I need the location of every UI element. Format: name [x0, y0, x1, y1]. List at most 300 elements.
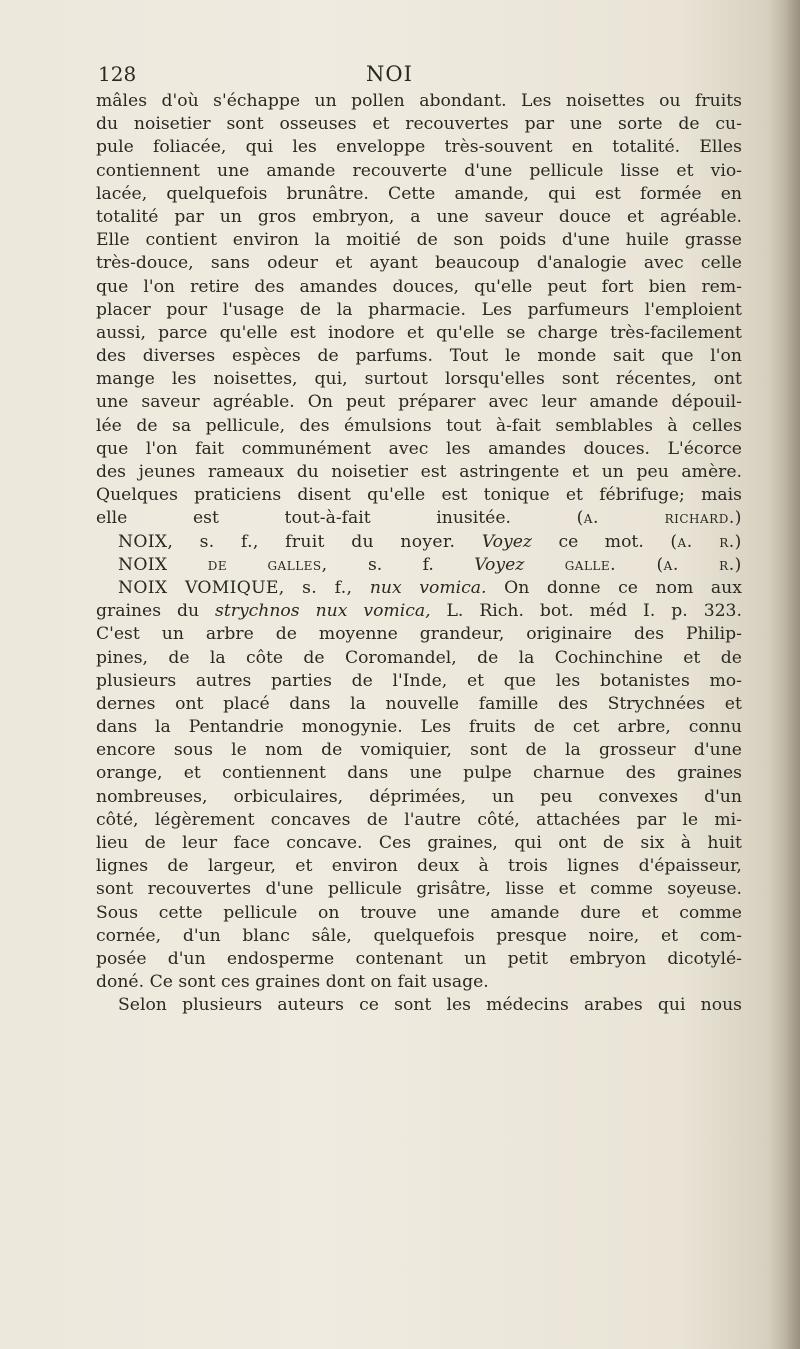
text-word: contient — [145, 230, 218, 251]
text-word: dans — [347, 763, 389, 784]
text-word: osseuses — [279, 114, 357, 135]
text-word: que — [503, 670, 537, 691]
text-word: elle — [96, 508, 128, 529]
text-word: embryon, — [312, 206, 395, 227]
text-word: la — [564, 740, 581, 761]
text-word: plusieurs — [182, 995, 263, 1016]
text-word: odeur — [267, 253, 318, 274]
text-word: NOIX, — [118, 531, 174, 552]
text-word: arbre — [205, 624, 254, 645]
text-word: émulsions — [344, 415, 432, 436]
text-word: dont — [325, 972, 366, 993]
text-word: nouvelle — [385, 693, 460, 714]
text-word: et — [571, 462, 590, 482]
text-word: recouverte — [352, 160, 448, 181]
text-word: s. — [367, 554, 383, 575]
text-word: la — [336, 299, 353, 320]
text-word: botanistes — [599, 670, 690, 691]
text-word: diverses — [142, 346, 216, 367]
text-word: Cette — [388, 183, 436, 204]
text-line — [96, 229, 742, 252]
text-word: graines — [255, 972, 321, 993]
text-word: de — [525, 740, 547, 761]
text-line — [96, 647, 742, 670]
text-word: soyeuse. — [667, 879, 742, 900]
text-word: ce — [618, 577, 638, 598]
text-word: est — [192, 508, 219, 529]
text-word: grisâtre, — [416, 879, 491, 900]
text-word: dans — [289, 693, 331, 714]
text-word: parties — [271, 670, 332, 691]
text-word: que — [661, 346, 694, 367]
text-line — [96, 507, 742, 530]
text-word: contiennent — [96, 160, 200, 181]
text-word: lorsqu'elles — [444, 369, 545, 390]
text-word: fruits — [468, 717, 516, 738]
text-word: noire, — [588, 925, 640, 946]
text-word: de — [533, 717, 555, 738]
text-word: amandes — [299, 276, 378, 297]
text-word: est — [289, 322, 316, 343]
text-word: sont — [394, 995, 432, 1016]
body-text — [96, 90, 742, 1018]
text-word: l'on — [143, 276, 175, 297]
text-word: de — [144, 833, 166, 853]
text-word: grandeur, — [419, 624, 505, 645]
text-word: (a. — [656, 554, 679, 575]
text-word: on — [370, 972, 392, 993]
text-word: à-fait — [495, 415, 541, 436]
text-word: et — [724, 693, 742, 714]
text-word: deux — [417, 856, 460, 877]
text-line — [96, 160, 742, 183]
text-word: et — [676, 160, 694, 181]
text-word: l'usage — [222, 299, 285, 320]
text-word: placer — [96, 299, 151, 320]
text-word: p. — [671, 601, 688, 622]
text-word: et — [295, 856, 313, 877]
text-word: (a. — [576, 508, 599, 529]
text-word: et — [335, 253, 353, 274]
text-word: de — [351, 670, 373, 691]
text-word: de — [321, 740, 343, 761]
text-word: Cochinchine — [554, 647, 663, 668]
text-word: sont — [561, 369, 599, 390]
text-word: disent — [297, 485, 351, 506]
text-word: Elle — [96, 230, 130, 251]
text-word: mo- — [709, 670, 742, 691]
text-word: et — [372, 114, 390, 135]
text-word: douces. — [583, 438, 651, 459]
text-word: amande — [266, 160, 336, 181]
text-word: d'un — [704, 786, 742, 807]
text-word: fébrifuge; — [599, 485, 685, 506]
text-word: ce — [359, 995, 379, 1016]
text-word: totalité — [96, 206, 159, 227]
text-word: donne — [546, 577, 601, 598]
text-word: lignes — [96, 856, 149, 877]
text-word: est — [594, 183, 621, 204]
text-word: avec — [388, 438, 429, 459]
text-word: s. — [302, 577, 318, 598]
text-word: face — [233, 833, 270, 853]
text-word: nom — [265, 740, 303, 761]
text-word: richard.) — [664, 508, 742, 529]
text-word: NOIX — [118, 577, 168, 598]
text-word: tout — [446, 415, 482, 436]
text-word: Voyez — [474, 554, 525, 575]
text-word: mâles — [96, 91, 148, 111]
text-word: nux — [369, 577, 402, 598]
text-line — [96, 786, 742, 809]
text-line — [96, 531, 742, 554]
text-word: totalité. — [612, 137, 681, 158]
text-word: qui — [514, 833, 542, 853]
text-line — [96, 206, 742, 229]
text-word: concave. — [286, 833, 363, 853]
text-word: posée — [96, 948, 147, 969]
text-line — [96, 554, 742, 577]
text-word: sont — [178, 972, 216, 993]
text-word: des — [96, 462, 126, 482]
text-word: le — [231, 740, 247, 761]
text-word: ont — [713, 369, 742, 390]
text-word: contenant — [355, 948, 443, 969]
text-word: cette — [158, 902, 203, 923]
text-word: les — [171, 369, 197, 390]
text-word: et — [466, 670, 485, 691]
text-word: une — [409, 763, 442, 784]
text-word: s'échappe — [213, 91, 301, 111]
text-line — [96, 345, 742, 368]
text-word: sait — [613, 346, 645, 367]
text-word: charge — [537, 322, 598, 343]
text-word: concaves — [270, 809, 351, 830]
text-word: sont — [96, 879, 134, 900]
text-word: qui — [657, 995, 686, 1016]
text-word: recouvertes — [405, 114, 509, 135]
text-word: cet — [572, 717, 600, 738]
text-word: et — [641, 902, 659, 923]
text-word: pellicule — [327, 879, 402, 900]
text-word: trois — [508, 856, 548, 877]
text-word: peut — [346, 392, 386, 413]
text-line — [96, 276, 742, 299]
text-word: des — [254, 276, 285, 297]
book-spine-shadow — [770, 0, 800, 1349]
text-word: par — [636, 809, 667, 830]
text-word: f. — [422, 554, 434, 575]
text-word: à — [667, 415, 678, 436]
text-word: charnue — [533, 763, 605, 784]
text-word: Selon — [118, 995, 167, 1016]
text-word: les — [555, 670, 581, 691]
text-word: préparer — [398, 392, 476, 413]
text-word: lée — [96, 415, 122, 436]
text-word: cu- — [715, 114, 742, 135]
text-word: de — [317, 346, 339, 367]
text-word: moitié — [346, 230, 401, 251]
text-word: et — [565, 485, 583, 506]
text-word: en — [720, 183, 742, 204]
text-word: à — [478, 856, 489, 877]
text-word: la — [518, 647, 535, 668]
text-word: légèrement — [154, 809, 255, 830]
text-word: sorte — [618, 114, 663, 135]
text-word: de — [416, 230, 438, 251]
text-line — [96, 113, 742, 136]
text-word: ayant — [369, 253, 418, 274]
text-word: (a. — [670, 531, 693, 552]
text-word: la — [155, 717, 171, 738]
text-word: de — [299, 299, 322, 320]
text-word: la — [209, 647, 226, 668]
text-word: la — [350, 693, 366, 714]
text-word: fort — [601, 276, 634, 297]
text-word: ont — [175, 693, 204, 714]
text-word: fait — [195, 438, 225, 459]
text-word: une — [436, 206, 469, 227]
text-word: saveur — [484, 206, 543, 227]
text-word: peut — [547, 276, 587, 297]
text-line — [96, 739, 742, 762]
text-word: huile — [625, 230, 669, 251]
text-word: et — [183, 763, 201, 784]
text-word: orbiculaires, — [233, 786, 344, 807]
text-word: inusitée. — [436, 508, 511, 529]
text-word: celles — [692, 415, 742, 436]
text-word: un — [492, 786, 515, 807]
text-word: largeur, — [207, 856, 276, 877]
text-word: C'est — [96, 624, 140, 645]
text-word: pines, — [96, 647, 149, 668]
text-word: presque — [496, 925, 567, 946]
text-line — [96, 252, 742, 275]
text-word: r.) — [719, 531, 742, 552]
text-line — [96, 670, 742, 693]
text-word: environ — [232, 230, 299, 251]
text-line — [96, 925, 742, 948]
text-word: des — [299, 415, 330, 436]
text-word: communément — [241, 438, 372, 459]
running-head: NOI — [366, 62, 413, 86]
text-word: amandes — [488, 438, 566, 459]
text-word: rameaux — [207, 462, 284, 482]
text-word: l'on — [710, 346, 742, 367]
text-word: agréable. — [659, 206, 742, 227]
text-word: de — [602, 833, 625, 853]
text-word: convexes — [598, 786, 679, 807]
text-word: praticiens — [194, 485, 282, 506]
text-word: qu'elle — [436, 322, 495, 343]
text-word: mais — [701, 485, 742, 506]
text-line — [96, 484, 742, 507]
text-word: avec — [643, 253, 684, 274]
text-word: Elles — [699, 137, 742, 158]
text-word: sa — [172, 415, 192, 436]
text-word: espèces — [231, 346, 301, 367]
text-word: côte — [246, 647, 284, 668]
text-word: moyenne — [318, 624, 398, 645]
text-word: orange, — [96, 763, 163, 784]
text-word: Les — [481, 299, 512, 320]
text-line — [96, 136, 742, 159]
text-word: déprimées, — [369, 786, 466, 807]
text-line — [96, 391, 742, 414]
text-word: amère. — [681, 462, 742, 482]
text-word: astringente — [459, 462, 560, 482]
text-word: de — [167, 856, 189, 877]
text-word: un — [161, 624, 184, 645]
text-word: quelquefois — [166, 183, 268, 204]
text-word: un — [601, 462, 624, 482]
page-header — [98, 62, 738, 92]
text-word: retire — [190, 276, 240, 297]
text-line — [96, 948, 742, 971]
text-word: Ce — [149, 972, 173, 993]
text-word: L. — [446, 601, 464, 622]
text-word: I. — [643, 601, 656, 622]
text-word: leur — [541, 392, 577, 413]
text-line — [96, 299, 742, 322]
text-word: autres — [195, 670, 252, 691]
text-word: plusieurs — [96, 670, 177, 691]
text-word: Quelques — [96, 485, 178, 506]
text-word: avec — [488, 392, 529, 413]
text-word: inodore — [327, 322, 395, 343]
text-word: abondant. — [419, 91, 507, 111]
text-word: de — [678, 114, 700, 135]
text-line — [96, 461, 742, 484]
text-word: s. — [199, 531, 215, 552]
text-word: d'une — [693, 740, 742, 761]
text-word: une — [569, 114, 603, 135]
text-word: amande — [490, 902, 560, 923]
text-word: Strychnées — [607, 693, 706, 714]
text-word: NOIX — [118, 554, 168, 575]
text-word: brunâtre. — [286, 183, 369, 204]
text-word: méd — [589, 601, 628, 622]
text-word: son — [453, 230, 484, 251]
text-word: famille — [478, 693, 539, 714]
text-word: monogynie. — [301, 717, 403, 738]
text-word: de — [136, 415, 158, 436]
text-word: fruits — [695, 91, 742, 111]
text-word: noisetier — [133, 114, 211, 135]
text-line — [96, 600, 742, 623]
text-word: parce — [158, 322, 208, 343]
text-word: sans — [210, 253, 250, 274]
text-word: formée — [639, 183, 702, 204]
text-word: recouvertes — [147, 879, 252, 900]
text-word: ou — [659, 91, 681, 111]
text-word: galle. — [564, 554, 617, 575]
text-word: noisettes — [565, 91, 645, 111]
text-word: semblables — [555, 415, 653, 436]
text-word: vio- — [710, 160, 742, 181]
text-word: parfumeurs — [527, 299, 630, 320]
text-word: dépouil- — [671, 392, 742, 413]
text-word: du — [176, 601, 200, 622]
text-word: lisse — [620, 160, 660, 181]
text-word: pellicule — [223, 902, 298, 923]
text-word: on — [318, 902, 340, 923]
text-word: sont — [470, 740, 508, 761]
text-word: attachées — [536, 809, 621, 830]
text-word: endosperme — [226, 948, 335, 969]
text-word: le — [682, 809, 699, 830]
text-word: côté, — [96, 809, 139, 830]
text-word: amande, — [454, 183, 530, 204]
text-word: contiennent — [222, 763, 326, 784]
text-word: encore — [96, 740, 156, 761]
text-word: une — [96, 392, 129, 413]
text-word: six — [640, 833, 665, 853]
text-word: amande — [589, 392, 659, 413]
text-word: beaucoup — [435, 253, 520, 274]
text-word: aussi, — [96, 322, 146, 343]
text-line — [96, 693, 742, 716]
text-word: d'analogie — [536, 253, 627, 274]
text-word: Les — [420, 717, 452, 738]
text-word: vomiquier, — [360, 740, 452, 761]
text-word: leur — [182, 833, 218, 853]
text-word: des — [625, 763, 656, 784]
text-word: 323. — [703, 601, 742, 622]
text-line — [96, 368, 742, 391]
text-word: graines, — [427, 833, 498, 853]
text-word: petit — [507, 948, 549, 969]
text-word: fruit — [285, 531, 325, 552]
text-word: de — [366, 809, 388, 830]
text-word: du — [296, 462, 319, 482]
text-word: a — [410, 206, 421, 227]
text-word: de — [477, 647, 499, 668]
text-word: se — [506, 322, 526, 343]
text-word: d'une — [561, 230, 610, 251]
text-word: très-souvent — [444, 137, 553, 158]
text-word: comme — [679, 902, 742, 923]
text-word: blanc — [242, 925, 290, 946]
text-word: comme — [590, 879, 653, 900]
text-word: dure — [580, 902, 621, 923]
text-word: à — [680, 833, 692, 853]
text-word: qu'elle — [367, 485, 426, 506]
text-word: bien — [648, 276, 687, 297]
text-word: connu — [688, 717, 742, 738]
text-line — [96, 623, 742, 646]
text-word: Philip- — [686, 624, 742, 645]
text-word: mot. — [604, 531, 644, 552]
text-word: doné. — [96, 972, 145, 993]
text-word: fait — [397, 972, 427, 993]
text-word: trouve — [360, 902, 417, 923]
text-word: nous — [700, 995, 742, 1016]
text-word: surtout — [364, 369, 428, 390]
text-word: qui — [245, 137, 274, 158]
text-word: d'où — [161, 91, 199, 111]
text-word: médecins — [486, 995, 569, 1016]
text-word: les — [445, 438, 471, 459]
text-word: vomica. — [419, 577, 487, 598]
text-word: bot. — [539, 601, 574, 622]
text-word: mange — [96, 369, 155, 390]
text-word: ces — [221, 972, 250, 993]
text-word: gros — [257, 206, 297, 227]
text-line — [96, 322, 742, 345]
text-word: mi- — [714, 809, 742, 830]
text-word: sâle, — [311, 925, 352, 946]
